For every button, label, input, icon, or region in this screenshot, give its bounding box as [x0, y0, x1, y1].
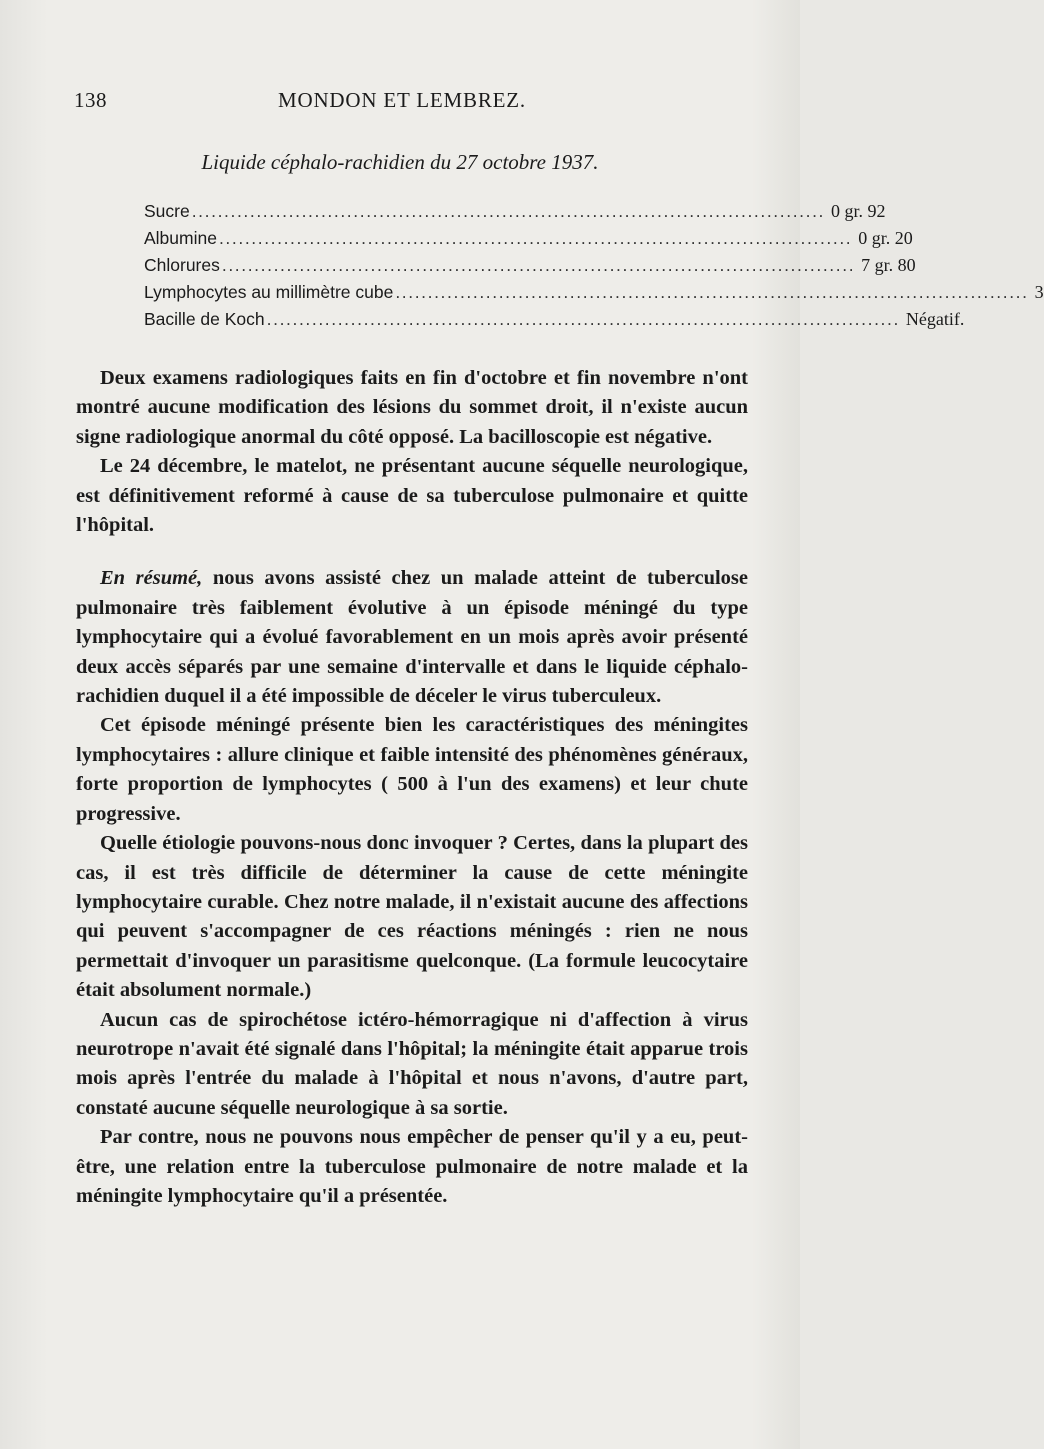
result-label: Bacille de Koch — [144, 309, 265, 329]
result-value: 0 gr. 20 — [858, 228, 913, 248]
result-value: 0 gr. 92 — [831, 201, 886, 221]
summary-text: nous avons assisté chez un malade atteint de tuberculose pulmonaire très faiblement évolutive à un épisode méningé du type lymphocytaire qui a évolué favorablement en un mois après avoir présenté deux accès séparés par une semaine d'intervalle et dans le liquide céphalo-rachidien duquel il a été impossible de déceler le virus tuberculeux. — [76, 567, 748, 708]
dot-leader: .................................................................................................. — [191, 201, 825, 221]
result-label: Albumine — [144, 228, 217, 248]
paragraph-radiology: Deux examens radiologiques faits en fin d'octobre et fin novembre n'ont montré aucune modification des lésions du sommet droit, il n'existe aucun signe radiologique anormal du côté opposé. La bacilloscopie est négative. — [76, 367, 748, 448]
result-value: 3 — [1034, 282, 1044, 302]
result-label: Lymphocytes au millimètre cube — [144, 282, 394, 302]
result-row — [144, 252, 916, 279]
paragraph-discharge: Le 24 décembre, le matelot, ne présentant aucune séquelle neurologique, est définitivement reformé à cause de sa tuberculose pulmonaire et quitte l'hôpital. — [76, 455, 748, 537]
result-row — [144, 279, 1044, 306]
result-row — [144, 225, 913, 252]
result-row — [144, 306, 965, 333]
paragraph-summary — [76, 564, 748, 711]
paragraph-characteristics: Cet épisode méningé présente bien les caractéristiques des méningites lymphocytaires : allure clinique et faible intensité des phénomènes généraux, forte proportion de lymphocytes ( 500 à l'un des examens) et leur chute progressive. — [76, 714, 748, 825]
table-title: Liquide céphalo-rachidien du 27 octobre 1937. — [201, 150, 599, 174]
running-title: MONDON ET LEMBREZ. — [278, 88, 526, 112]
dot-leader: .................................................................................................. — [218, 228, 853, 248]
result-label: Chlorures — [144, 255, 220, 275]
summary-lead: En résumé, — [100, 567, 203, 590]
lab-results-list — [144, 198, 1044, 333]
result-row — [144, 198, 886, 225]
result-value: Négatif. — [905, 309, 965, 329]
page-number: 138 — [74, 88, 107, 112]
paragraph-etiology: Quelle étiologie pouvons-nous donc invoquer ? Certes, dans la plupart des cas, il est très difficile de déterminer la cause de cette méningite lymphocytaire curable. Chez notre malade, il n'existait aucune des affections qui peuvent s'accompagner de ces réactions méningés : rien ne nous permettait d'invoquer un parasitisme quelconque. (La formule leucocytaire était absolument normale.) — [76, 832, 748, 1002]
page-header — [62, 88, 742, 118]
result-value: 7 gr. 80 — [861, 255, 916, 275]
body-text — [76, 364, 748, 1211]
paragraph-exclusions: Aucun cas de spirochétose ictéro-hémorragique ni d'affection à virus neurotrope n'avait été signalé dans l'hôpital; la méningite était apparue trois mois après l'entrée du malade à l'hôpital et nous n'avons, d'autre part, constaté aucune séquelle neurologique à sa sortie. — [76, 1008, 748, 1119]
dot-leader: .................................................................................................. — [221, 255, 856, 275]
result-label: Sucre — [144, 201, 190, 221]
paragraph-conclusion: Par contre, nous ne pouvons nous empêcher de penser qu'il y a eu, peut-être, une relation entre la tuberculose pulmonaire de notre malade et la méningite lymphocytaire qu'il a présentée. — [76, 1126, 748, 1207]
dot-leader: .................................................................................................. — [395, 282, 1029, 302]
dot-leader: .................................................................................................. — [266, 309, 900, 329]
